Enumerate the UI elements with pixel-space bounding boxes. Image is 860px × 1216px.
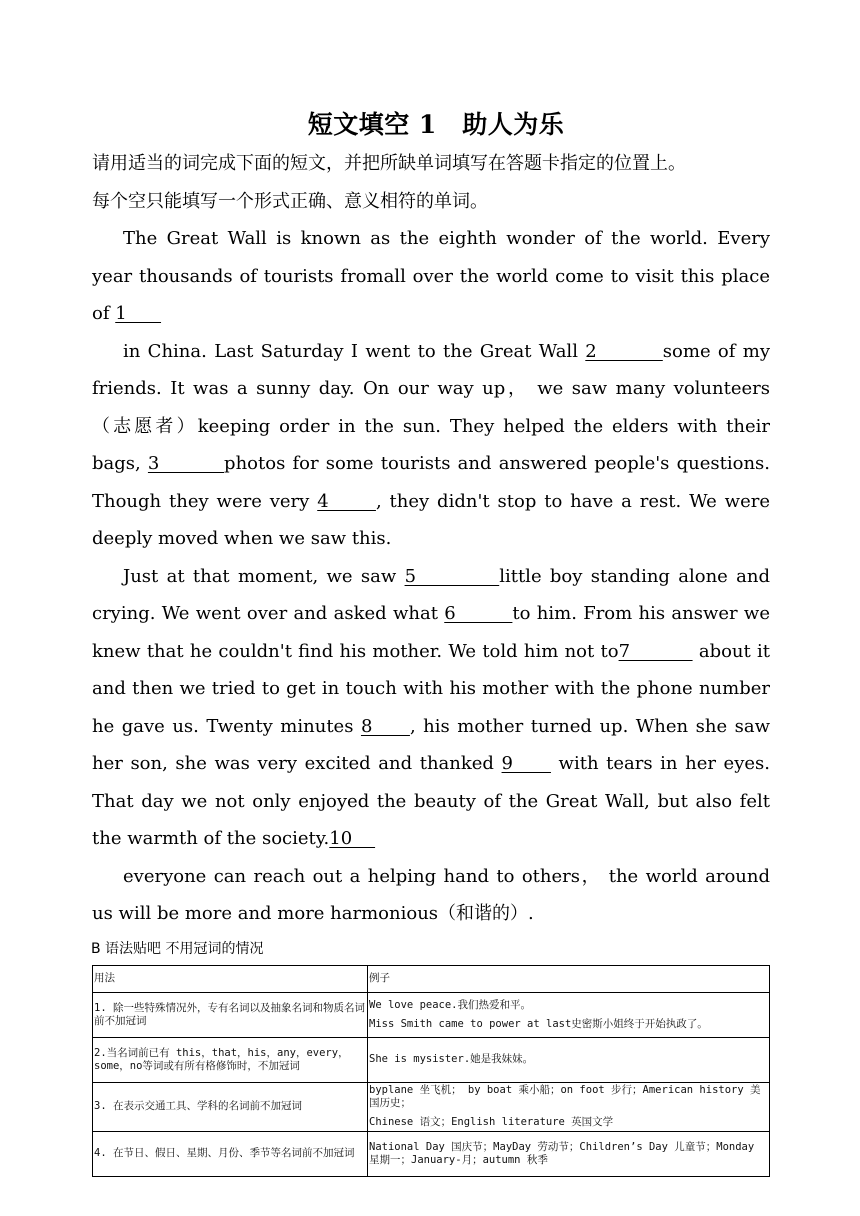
passage-text: , they didn't stop to have a rest. We were deeply moved when we saw this. <box>92 490 770 549</box>
blank-5[interactable]: 5 <box>404 565 500 587</box>
blank-2[interactable]: 2 <box>585 340 663 362</box>
passage-text: to him. From his answer we knew that he couldn't find his mother. We told him not to <box>92 603 770 662</box>
blank-9[interactable]: 9 <box>501 753 551 774</box>
table-header-row <box>93 965 770 992</box>
instruction-line-1: 请用适当的词完成下面的短文，并把所缺单词填写在答题卡指定的位置上。 <box>92 153 686 174</box>
passage-paragraph-2 <box>92 333 770 558</box>
table-header-usage: 用法 <box>93 965 368 992</box>
example-line: Chinese 语文；English literature 英国文学 <box>369 1116 614 1128</box>
example-line: National Day 国庆节；MayDay 劳动节；Children’s Day 儿童节；Monday 星期一；January-月；autumn 秋季 <box>369 1140 755 1166</box>
page-title: 短文填空 1 助人为乐 <box>307 110 565 139</box>
grammar-table <box>92 965 770 1177</box>
passage-text: with tears in her eyes. That day we not only enjoyed the beauty of the Great Wall, but also felt the warmth of the society. <box>92 753 770 849</box>
passage-paragraph-4: everyone can reach out a helping hand to others， the world around us will be more and more harmonious（和谐的）. <box>92 865 770 924</box>
example-cell <box>368 1037 770 1082</box>
example-line: Miss Smith came to power at last史密斯小姐终于开始执政了。 <box>369 1017 708 1030</box>
usage-cell: 4. 在节日、假日、星期、月份、季节等名词前不加冠词 <box>93 1131 368 1176</box>
blank-8[interactable]: 8 <box>360 715 410 737</box>
instruction-line-2: 每个空只能填写一个形式正确、意义相符的单词。 <box>92 190 488 212</box>
blank-4[interactable]: 4 <box>317 490 376 512</box>
table-header-example: 例子 <box>368 965 770 992</box>
blank-10[interactable]: 10 <box>329 828 376 849</box>
blank-1[interactable]: 1 <box>115 303 162 324</box>
example-line: We love peace.我们热爱和平。 <box>369 998 532 1011</box>
passage-text: , his mother turned up. When she saw her son, she was very excited and thanked <box>92 715 770 774</box>
blank-6[interactable]: 6 <box>444 603 513 624</box>
table-row <box>93 1082 770 1131</box>
passage-text: some of my friends. It was a sunny day. On our way up， we saw many volunteers （志愿者）keeping order in the sun. They helped the elders with their bags, <box>92 340 771 474</box>
passage-text: little boy standing alone and crying. We went over and asked what <box>92 565 770 624</box>
passage-paragraph-1 <box>92 220 770 333</box>
passage-paragraph-3 <box>92 558 770 858</box>
blank-7[interactable]: 7 <box>618 640 693 662</box>
table-row <box>93 1131 770 1176</box>
table-row <box>93 1037 770 1082</box>
example-line: She is mysister.她是我妹妹。 <box>369 1053 534 1065</box>
usage-cell: 1. 除一些特殊情况外，专有名词以及抽象名词和物质名词前不加冠词 <box>93 992 368 1037</box>
worksheet-page <box>92 105 770 1177</box>
grammar-section-title: B 语法贴吧 不用冠词的情况 <box>91 940 264 957</box>
passage-text: in China. Last Saturday I went to the Great Wall <box>123 340 586 362</box>
example-cell <box>368 992 770 1037</box>
example-line: byplane 坐飞机； by boat 乘小船；on foot 步行；American history 美国历史； <box>369 1084 761 1109</box>
usage-cell: 3. 在表示交通工具、学科的名词前不加冠词 <box>93 1082 368 1131</box>
example-cell <box>368 1131 770 1176</box>
usage-cell: 2.当名词前已有 this，that，his，any，every，some，no等词或有所有格修饰时，不加冠词 <box>93 1037 368 1082</box>
blank-3[interactable]: 3 <box>147 453 225 474</box>
passage-text: about it and then we tried to get in touch with his mother with the phone number he gave us. Twenty minutes <box>92 640 770 737</box>
passage-text: photos for some tourists and answered people's questions. Though they were very <box>92 453 770 512</box>
table-row <box>93 992 770 1037</box>
example-cell <box>368 1082 770 1131</box>
passage-text: Just at that moment, we saw <box>123 565 405 587</box>
passage-text: The Great Wall is known as the eighth wonder of the world. Every year thousands of tourists fromall over the world come to visit this place of <box>92 228 770 324</box>
